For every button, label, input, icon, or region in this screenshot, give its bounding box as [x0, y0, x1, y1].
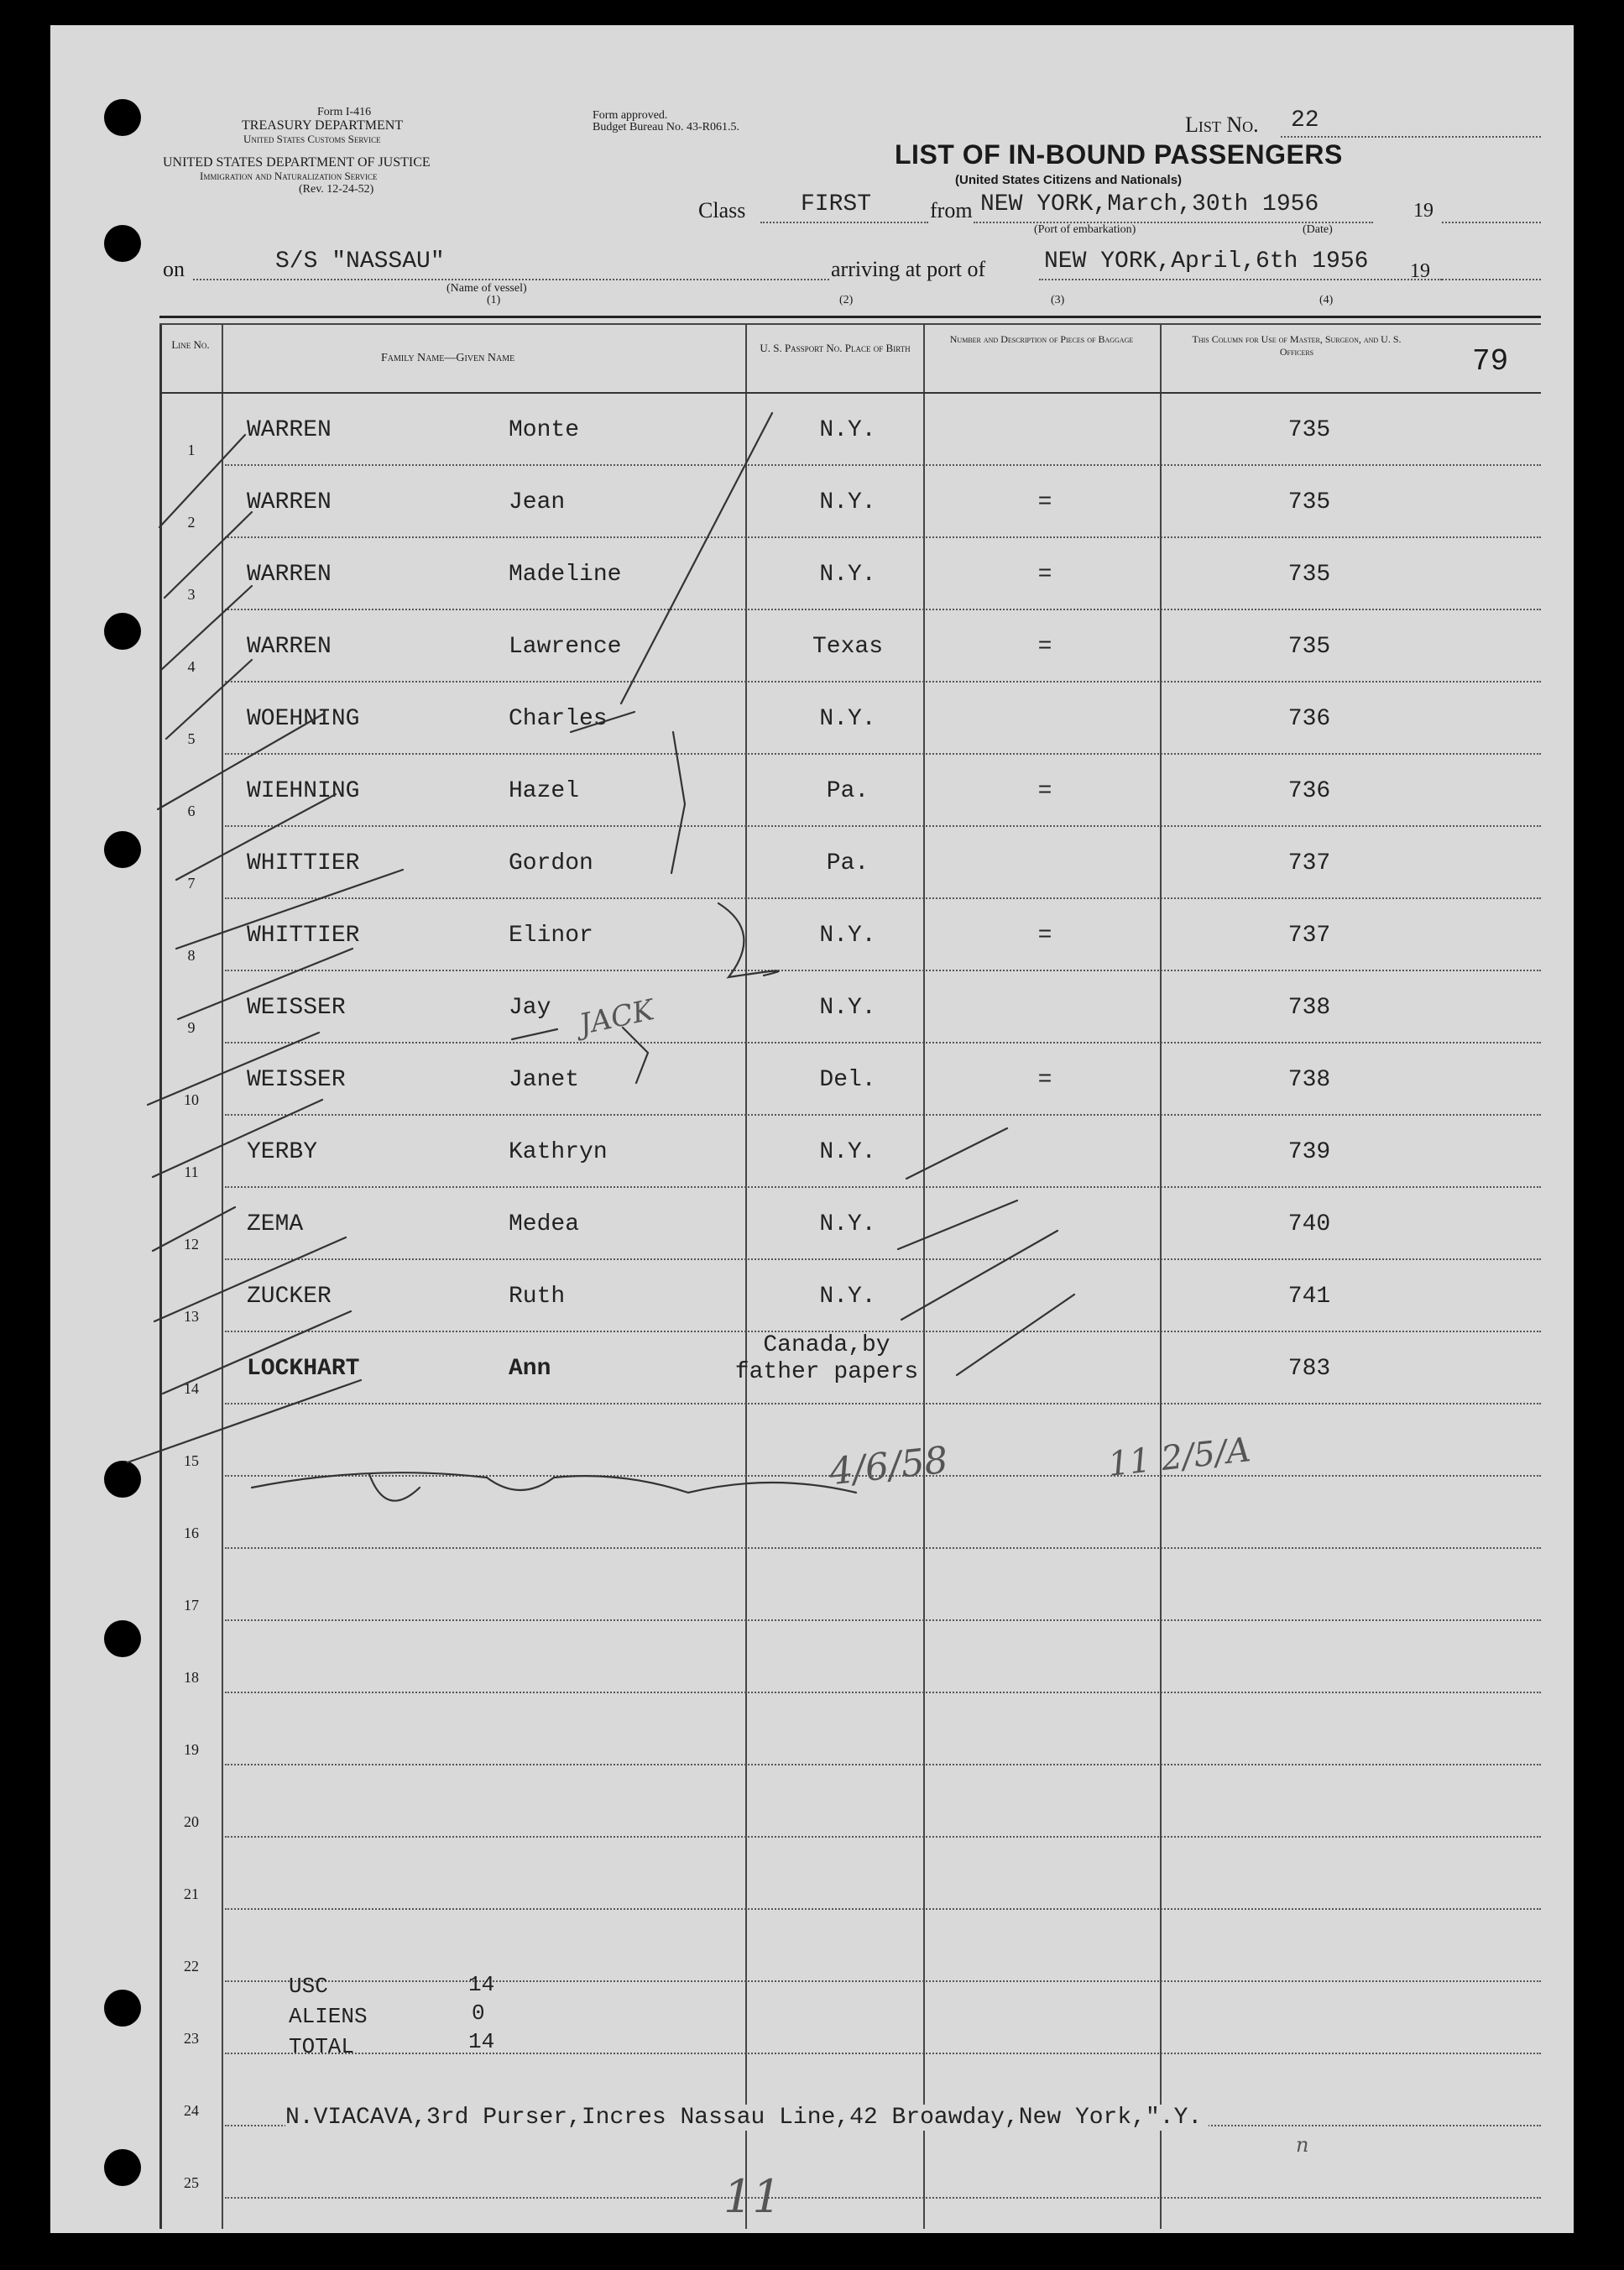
check-mark — [159, 435, 245, 527]
officer-use: 735 — [1287, 562, 1331, 588]
officer-use: 736 — [1287, 778, 1331, 804]
arriving-label: arriving at port of — [831, 257, 986, 281]
officer-use: 738 — [1287, 995, 1331, 1021]
family-name: WEISSER — [247, 995, 346, 1021]
officer-use: 736 — [1287, 706, 1331, 732]
line-number: 4 — [187, 658, 196, 675]
from-year-prefix: 19 — [1413, 200, 1433, 222]
long-stroke — [623, 1028, 648, 1083]
long-stroke — [718, 903, 779, 977]
check-mark — [148, 1033, 319, 1105]
col-officers: This Column for Use of Master, Surgeon, and U. S. Officers — [1192, 333, 1402, 358]
form-number: Form I-416 — [317, 106, 372, 118]
baggage: = — [1037, 923, 1052, 949]
from-label: from — [930, 198, 973, 222]
check-mark — [154, 1237, 346, 1321]
line-number: 9 — [187, 1019, 196, 1036]
ins-service: Immigration and Naturalization Service — [200, 170, 378, 182]
purser-line: N.VIACAVA,3rd Purser,Incres Nassau Line,42 Broawday,New York,".Y. — [285, 2105, 1209, 2131]
line-number: 17 — [184, 1597, 199, 1614]
form-approved: Form approved. — [593, 109, 668, 122]
page-title: LIST OF IN-BOUND PASSENGERS — [895, 139, 1343, 170]
signature-scribble — [369, 1474, 420, 1501]
from-value: NEW YORK,March,30th 1956 — [980, 191, 1319, 217]
family-name: WEISSER — [247, 1067, 346, 1093]
line-number: 10 — [184, 1091, 199, 1108]
class-label: Class — [698, 198, 746, 222]
col2-number: (2) — [839, 294, 854, 306]
officer-use: 740 — [1287, 1211, 1331, 1237]
line-number: 5 — [187, 730, 196, 747]
check-mark — [164, 512, 252, 598]
list-no-value: 22 — [1291, 107, 1319, 133]
check-mark — [153, 1207, 235, 1251]
manifest-sheet — [50, 25, 1574, 2233]
place-of-birth: N.Y. — [819, 706, 876, 732]
long-stroke — [906, 1128, 1007, 1179]
place-of-birth: Del. — [819, 1067, 876, 1093]
col-passport: U. S. Passport No. Place of Birth — [760, 342, 911, 354]
place-of-birth: N.Y. — [819, 1211, 876, 1237]
col1-number: (1) — [487, 294, 501, 306]
place-of-birth: N.Y. — [819, 995, 876, 1021]
aliens-label: ALIENS — [289, 2004, 368, 2029]
check-mark — [163, 1311, 351, 1394]
line-number: 22 — [184, 1958, 199, 1974]
line-number: 16 — [184, 1525, 199, 1541]
place-of-birth: N.Y. — [819, 489, 876, 515]
revision: (Rev. 12-24-52) — [299, 183, 374, 196]
line-number: 14 — [184, 1380, 199, 1397]
total-label: TOTAL — [289, 2034, 355, 2059]
family-name: WARREN — [247, 634, 332, 660]
place-of-birth: Canada,by father papers — [734, 1332, 919, 1385]
given-name: Medea — [509, 1211, 580, 1237]
usc-value: 14 — [468, 1972, 495, 1997]
col-name: Family Name—Given Name — [381, 352, 515, 364]
line-number: 21 — [184, 1886, 199, 1902]
place-of-birth: N.Y. — [819, 1139, 876, 1165]
place-of-birth: N.Y. — [819, 1284, 876, 1310]
check-mark — [178, 949, 352, 1019]
justice-dept: UNITED STATES DEPARTMENT OF JUSTICE — [163, 155, 431, 170]
place-of-birth: Texas — [812, 634, 883, 660]
given-name: Charles — [509, 706, 608, 732]
treasury-dept: TREASURY DEPARTMENT — [242, 118, 404, 133]
line-number: 8 — [187, 947, 196, 964]
given-name: Hazel — [509, 778, 580, 804]
long-stroke — [571, 712, 634, 732]
officer-use: 739 — [1287, 1139, 1331, 1165]
place-of-birth: N.Y. — [819, 417, 876, 443]
officer-use: 735 — [1287, 634, 1331, 660]
budget-bureau: Budget Bureau No. 43-R061.5. — [593, 121, 739, 133]
line-number: 25 — [184, 2174, 199, 2191]
line-number: 13 — [184, 1308, 199, 1325]
given-name: Monte — [509, 417, 580, 443]
check-mark — [128, 1380, 361, 1462]
port-embark-caption: (Port of embarkation) — [1034, 223, 1136, 236]
line-number: 20 — [184, 1813, 199, 1830]
check-mark — [166, 660, 252, 739]
col-baggage: Number and Description of Pieces of Baggage — [949, 333, 1134, 345]
long-stroke — [671, 732, 685, 873]
long-stroke — [957, 1295, 1074, 1375]
handwritten-marks — [50, 25, 1574, 2233]
line-number: 6 — [187, 803, 196, 819]
officer-use: 735 — [1287, 489, 1331, 515]
long-stroke — [621, 413, 772, 703]
line-number: 3 — [187, 586, 196, 603]
family-name: ZUCKER — [247, 1284, 332, 1310]
officer-use: 737 — [1287, 850, 1331, 876]
col-line: Line No. — [171, 338, 210, 351]
family-name: WHITTIER — [247, 923, 360, 949]
check-mark — [176, 794, 336, 880]
baggage: = — [1037, 634, 1052, 660]
page-number: 79 — [1472, 344, 1509, 379]
place-of-birth: Pa. — [826, 850, 869, 876]
given-name: Ann — [509, 1356, 551, 1382]
purser-mark: n — [1296, 2133, 1309, 2157]
family-name: WOEHNING — [247, 706, 360, 732]
date-caption: (Date) — [1303, 223, 1333, 236]
line-number: 23 — [184, 2030, 199, 2047]
strike-through — [512, 1029, 557, 1039]
given-name: Madeline — [509, 562, 622, 588]
vessel-caption: (Name of vessel) — [446, 282, 527, 295]
officer-use: 737 — [1287, 923, 1331, 949]
place-of-birth: Pa. — [826, 778, 869, 804]
check-mark — [153, 1100, 322, 1177]
family-name: YERBY — [247, 1139, 318, 1165]
family-name: WARREN — [247, 562, 332, 588]
handwritten-eleven: 11 — [723, 2170, 781, 2223]
long-stroke — [901, 1231, 1057, 1320]
family-name: WHITTIER — [247, 850, 360, 876]
family-name: LOCKHART — [247, 1356, 360, 1382]
usc-label: USC — [289, 1974, 328, 1999]
baggage: = — [1037, 778, 1052, 804]
given-name: Elinor — [509, 923, 593, 949]
given-name: Ruth — [509, 1284, 566, 1310]
total-value: 14 — [468, 2029, 495, 2054]
line-number: 11 — [184, 1164, 199, 1180]
line-number: 24 — [184, 2102, 199, 2119]
baggage: = — [1037, 1067, 1052, 1093]
family-name: ZEMA — [247, 1211, 304, 1237]
vessel-name: S/S "NASSAU" — [275, 248, 445, 275]
aliens-value: 0 — [472, 2001, 485, 2026]
officer-use: 783 — [1287, 1356, 1331, 1382]
long-stroke — [898, 1200, 1017, 1249]
line-number: 19 — [184, 1741, 199, 1758]
family-name: WIEHNING — [247, 778, 360, 804]
col4-number: (4) — [1319, 294, 1334, 306]
baggage: = — [1037, 489, 1052, 515]
place-of-birth: N.Y. — [819, 562, 876, 588]
handwritten-date: 4/6/58 — [827, 1438, 950, 1494]
officer-use: 735 — [1287, 417, 1331, 443]
family-name: WARREN — [247, 417, 332, 443]
given-name-correction: JACK — [576, 993, 657, 1042]
line-number: 7 — [187, 875, 196, 892]
check-mark — [176, 870, 403, 949]
given-name: Janet — [509, 1067, 580, 1093]
officer-use: 738 — [1287, 1067, 1331, 1093]
on-label: on — [163, 257, 185, 281]
list-no-label: List No. — [1185, 112, 1259, 137]
line-number: 1 — [187, 442, 196, 458]
page-subtitle: (United States Citizens and Nationals) — [955, 173, 1183, 187]
given-name: Jay — [509, 995, 551, 1021]
line-number: 2 — [187, 514, 196, 531]
line-number: 18 — [184, 1669, 199, 1686]
line-number: 12 — [184, 1236, 199, 1253]
place-of-birth: N.Y. — [819, 923, 876, 949]
family-name: WARREN — [247, 489, 332, 515]
signature-scribble — [252, 1472, 856, 1493]
given-name: Kathryn — [509, 1139, 608, 1165]
officer-use: 741 — [1287, 1284, 1331, 1310]
arriving-value: NEW YORK,April,6th 1956 — [1044, 248, 1369, 275]
given-name: Lawrence — [509, 634, 622, 660]
given-name: Jean — [509, 489, 566, 515]
line-number: 15 — [184, 1452, 199, 1469]
col3-number: (3) — [1051, 294, 1065, 306]
arriving-year-prefix: 19 — [1410, 260, 1430, 282]
customs-service: United States Customs Service — [243, 133, 381, 145]
given-name: Gordon — [509, 850, 593, 876]
class-value: FIRST — [801, 191, 872, 217]
handwritten-initials: 11 2/5/A — [1106, 1431, 1253, 1484]
check-mark — [161, 586, 252, 670]
baggage: = — [1037, 562, 1052, 588]
check-mark — [158, 714, 324, 809]
